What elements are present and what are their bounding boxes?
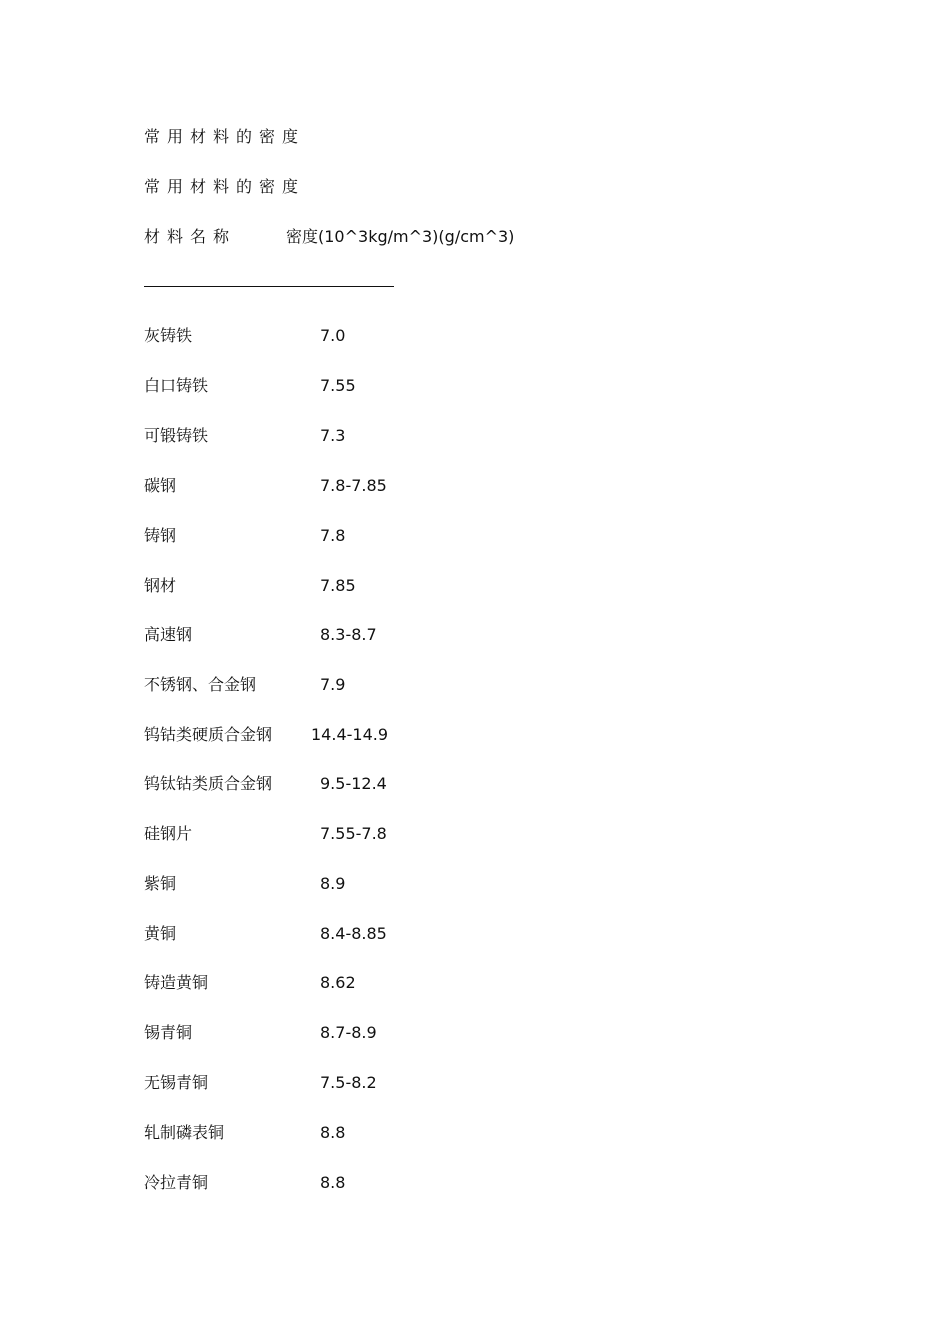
table-row — [144, 426, 644, 450]
material-name: 铸造黄铜 — [144, 973, 209, 992]
material-name: 灰铸铁 — [144, 326, 193, 345]
material-density: 7.3 — [320, 426, 346, 445]
material-name: 锡青铜 — [144, 1023, 193, 1042]
material-name: 无锡青铜 — [144, 1073, 209, 1092]
material-density: 7.55 — [320, 376, 356, 395]
table-row — [144, 1123, 644, 1147]
table-row — [144, 973, 644, 997]
table-row — [144, 774, 644, 798]
material-density: 7.8-7.85 — [320, 476, 387, 495]
material-density: 7.8 — [320, 526, 346, 545]
material-density: 8.62 — [320, 973, 356, 992]
column-header-density: 密度(10^3kg/m^3)(g/cm^3) — [286, 227, 515, 246]
material-name: 钢材 — [144, 576, 177, 595]
material-density: 7.9 — [320, 675, 346, 694]
material-name: 高速钢 — [144, 625, 193, 644]
material-density: 8.9 — [320, 874, 346, 893]
table-row — [144, 1073, 644, 1097]
material-name: 黄铜 — [144, 924, 177, 943]
column-header-material-name: 材料名称 — [144, 227, 237, 246]
material-name: 碳钢 — [144, 476, 177, 495]
material-density: 7.55-7.8 — [320, 824, 387, 843]
material-density: 8.8 — [320, 1123, 346, 1142]
page-subtitle: 常用材料的密度 — [144, 177, 306, 196]
material-name: 可锻铸铁 — [144, 426, 209, 445]
material-name: 白口铸铁 — [144, 376, 209, 395]
table-row — [144, 326, 644, 350]
material-density: 8.4-8.85 — [320, 924, 387, 943]
table-row — [144, 476, 644, 500]
table-row — [144, 576, 644, 600]
material-density: 7.85 — [320, 576, 356, 595]
table-row — [144, 824, 644, 848]
material-name: 钨钛钴类质合金钢 — [144, 774, 273, 793]
table-row — [144, 924, 644, 948]
material-density: 9.5-12.4 — [320, 774, 387, 793]
material-name: 钨钴类硬质合金钢 — [144, 725, 273, 744]
table-row — [144, 376, 644, 400]
material-density: 8.7-8.9 — [320, 1023, 377, 1042]
material-density: 8.8 — [320, 1173, 346, 1192]
table-row — [144, 625, 644, 649]
material-name: 冷拉青铜 — [144, 1173, 209, 1192]
table-row — [144, 725, 644, 749]
material-name: 硅钢片 — [144, 824, 193, 843]
table-row — [144, 1023, 644, 1047]
material-name: 不锈钢、合金钢 — [144, 675, 257, 694]
material-name: 轧制磷表铜 — [144, 1123, 225, 1142]
table-row — [144, 526, 644, 550]
material-name: 紫铜 — [144, 874, 177, 893]
material-density: 7.0 — [320, 326, 346, 345]
material-name: 铸钢 — [144, 526, 177, 545]
material-density: 14.4-14.9 — [311, 725, 389, 744]
table-row — [144, 1173, 644, 1197]
page-title: 常用材料的密度 — [144, 127, 306, 146]
material-density: 8.3-8.7 — [320, 625, 377, 644]
table-row — [144, 675, 644, 699]
table-row — [144, 874, 644, 898]
material-density: 7.5-8.2 — [320, 1073, 377, 1092]
